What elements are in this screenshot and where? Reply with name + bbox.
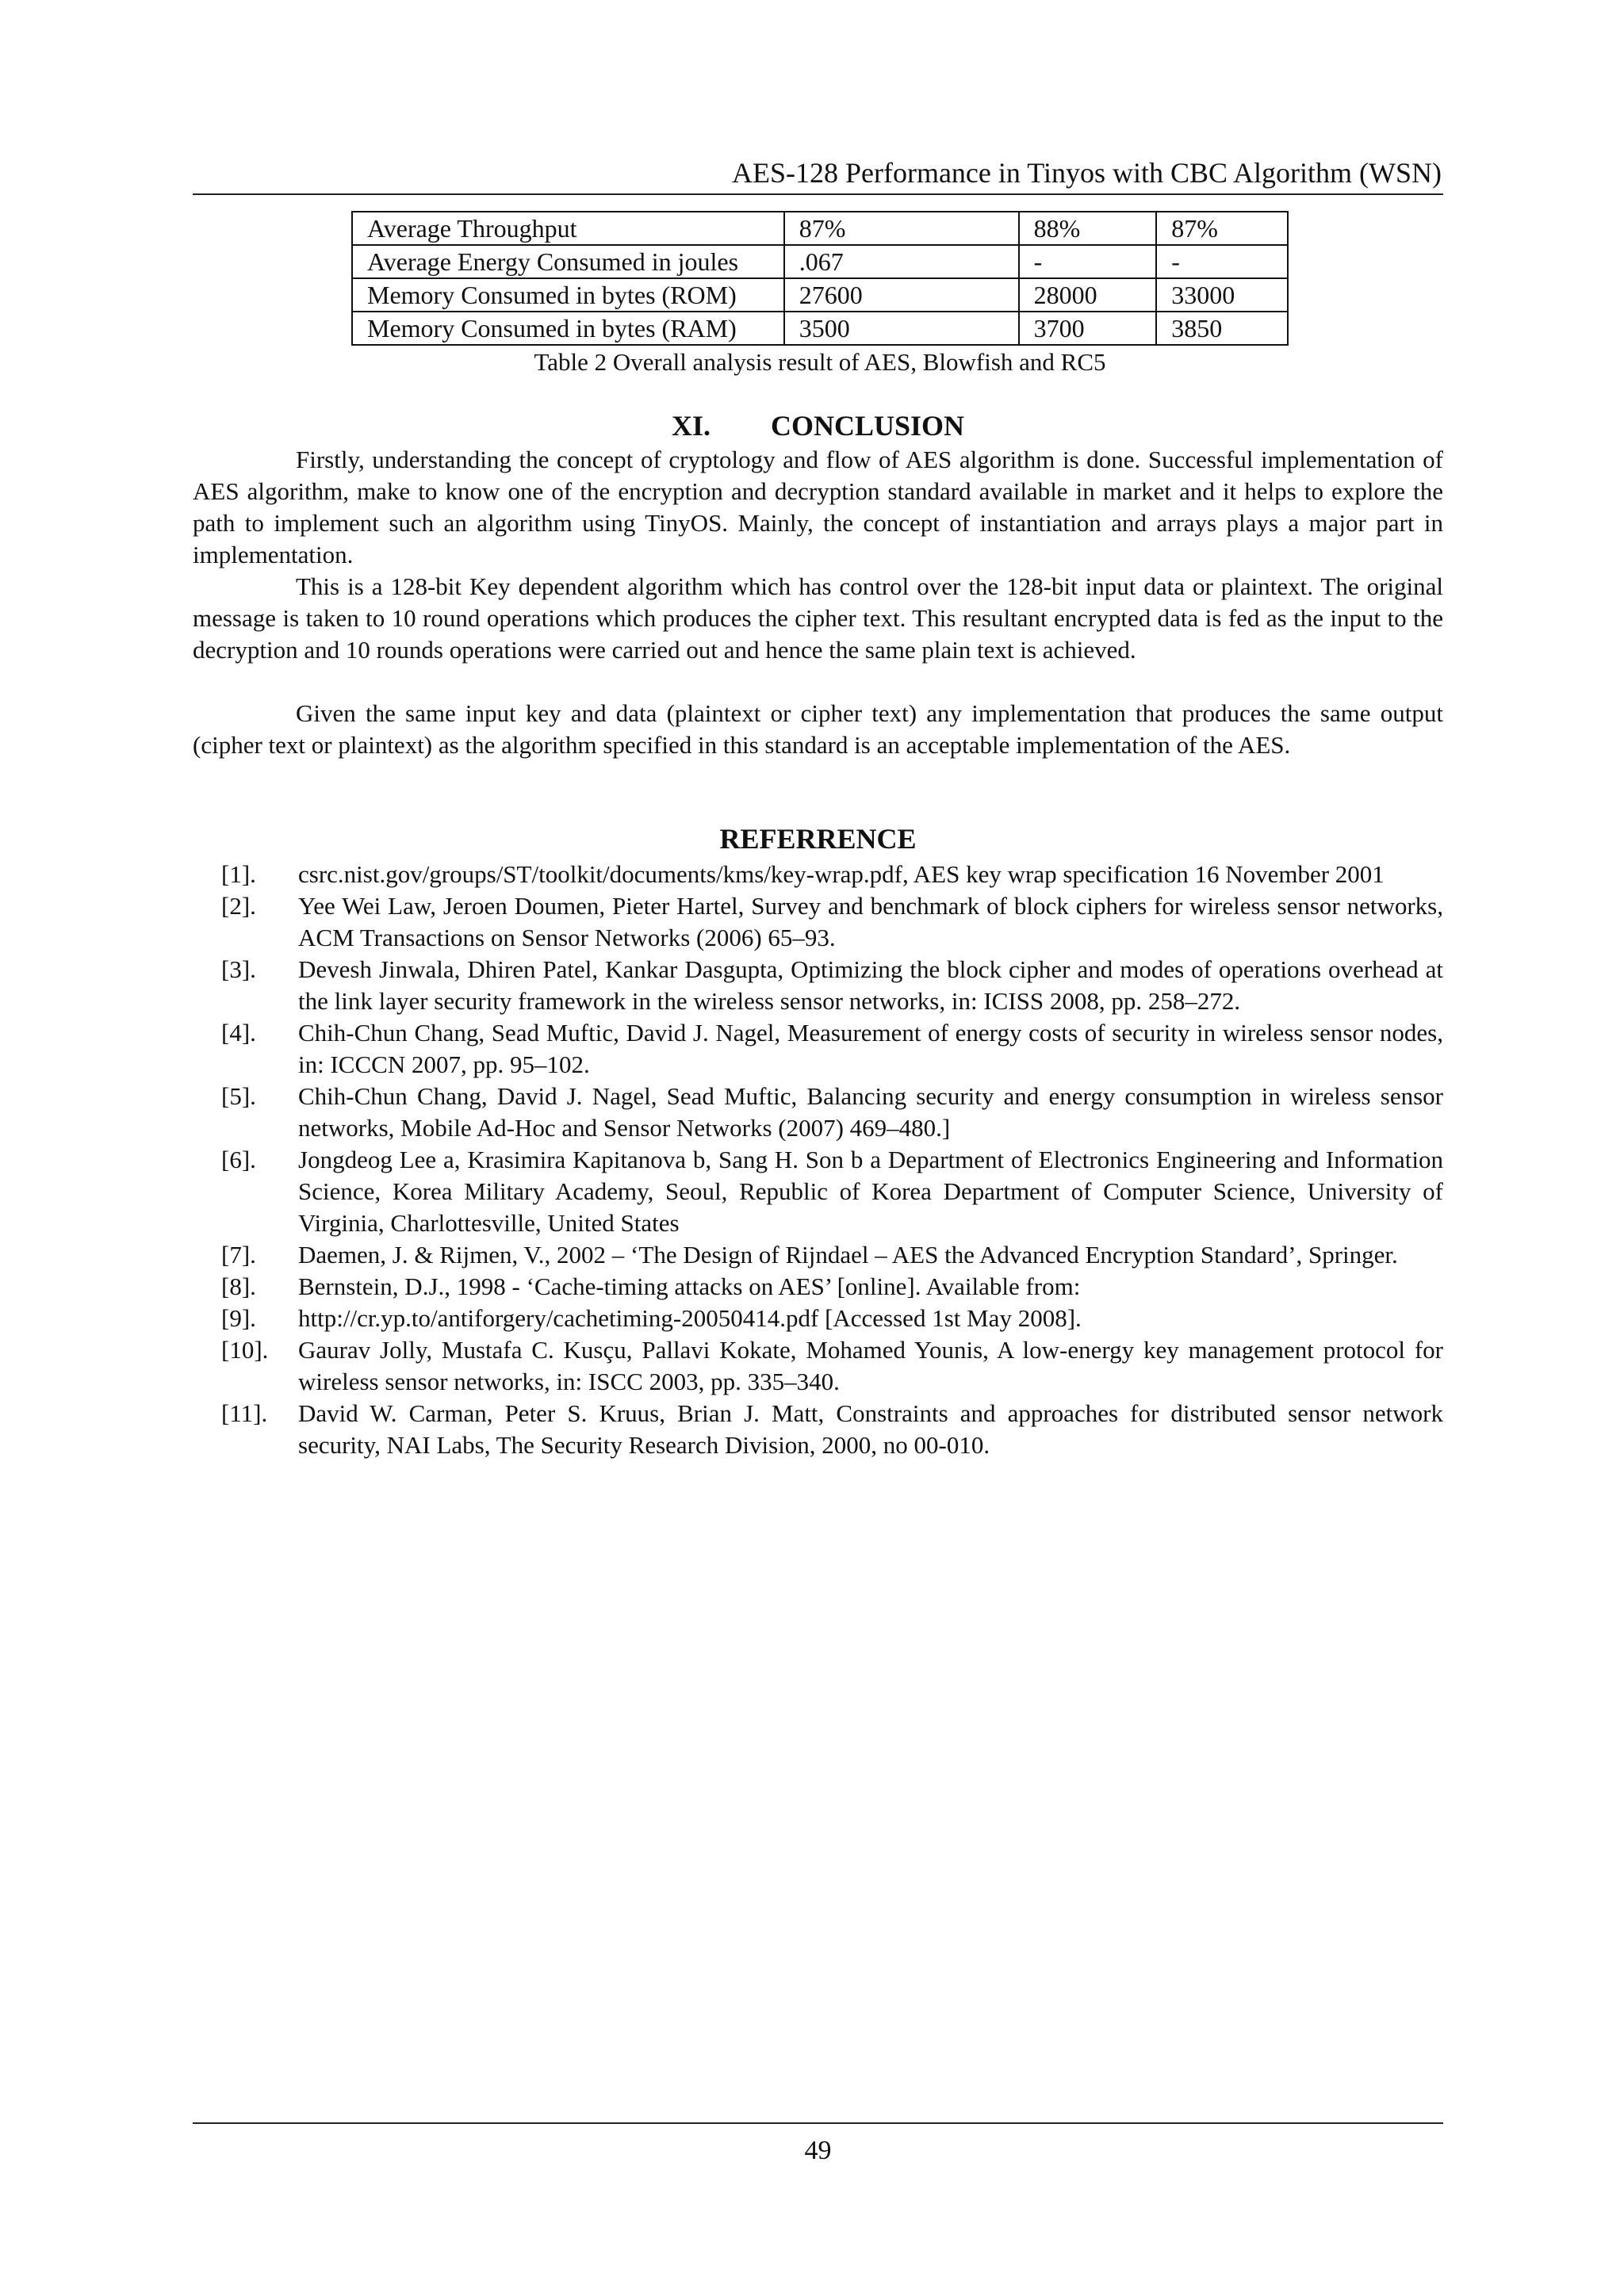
running-header: AES-128 Performance in Tinyos with CBC Algorithm (WSN) bbox=[731, 157, 1442, 189]
table-cell: Memory Consumed in bytes (ROM) bbox=[352, 278, 784, 312]
conclusion-paragraph: Given the same input key and data (plaintext or cipher text) any implementation that produces the same output (cipher text or plaintext) as the algorithm specified in this standard is an acceptable implementation of the AES. bbox=[193, 699, 1443, 759]
conclusion-paragraph: Firstly, understanding the concept of cryptology and flow of AES algorithm is done. Successful implementation of AES algorithm, make to know one of the encryption and decryption standard available in market and it helps to explore the path to implement such an algorithm using TinyOS. Mainly, the concept of instantiation and arrays plays a major part in implementation. bbox=[193, 446, 1443, 568]
table-cell: Average Throughput bbox=[352, 212, 784, 245]
table-cell: 27600 bbox=[784, 278, 1019, 312]
conclusion-paragraph: This is a 128-bit Key dependent algorithm which has control over the 128-bit input data or plaintext. The original message is taken to 10 round operations which produces the cipher text. This resultant encrypted data is fed as the input to the decryption and 10 rounds operations were carried out and hence the same plain text is achieved. bbox=[193, 572, 1443, 664]
table-row bbox=[352, 212, 1288, 245]
results-table-container bbox=[351, 211, 1289, 346]
table-cell: 88% bbox=[1019, 212, 1157, 245]
header-rule bbox=[193, 193, 1443, 195]
reference-text: Devesh Jinwala, Dhiren Patel, Kankar Dasgupta, Optimizing the block cipher and modes of operations overhead at the link layer security framework in the wireless sensor networks, in: ICISS 2008, pp. 258–272. bbox=[298, 955, 1443, 1015]
reference-item bbox=[193, 1398, 1443, 1461]
reference-list bbox=[193, 859, 1443, 1461]
section-title: CONCLUSION bbox=[770, 410, 965, 442]
table-cell: Memory Consumed in bytes (RAM) bbox=[352, 312, 784, 345]
table-cell: 87% bbox=[1156, 212, 1288, 245]
reference-number: [2]. bbox=[221, 892, 256, 920]
reference-number: [8]. bbox=[221, 1272, 256, 1300]
reference-number: [9]. bbox=[221, 1304, 256, 1332]
conclusion-heading bbox=[193, 406, 1443, 446]
footer-rule bbox=[193, 2122, 1443, 2124]
reference-text: Chih-Chun Chang, David J. Nagel, Sead Muftic, Balancing security and energy consumption in wireless sensor networks, Mobile Ad-Hoc and Sensor Networks (2007) 469–480.] bbox=[298, 1082, 1443, 1142]
reference-number: [5]. bbox=[221, 1082, 256, 1110]
reference-item bbox=[193, 1303, 1443, 1334]
reference-item bbox=[193, 1081, 1443, 1144]
reference-item bbox=[193, 1144, 1443, 1239]
reference-text: Chih-Chun Chang, Sead Muftic, David J. Nagel, Measurement of energy costs of security in wireless sensor nodes, in: ICCCN 2007, pp. 95–102. bbox=[298, 1019, 1443, 1078]
section-number: XI. bbox=[671, 410, 710, 442]
table-caption: Table 2 Overall analysis result of AES, Blowfish and RC5 bbox=[534, 348, 1106, 376]
reference-text: David W. Carman, Peter S. Kruus, Brian J. Matt, Constraints and approaches for distributed sensor network security, NAI Labs, The Security Research Division, 2000, no 00-010. bbox=[298, 1399, 1443, 1459]
table-cell: 3500 bbox=[784, 312, 1019, 345]
table-cell: 3850 bbox=[1156, 312, 1288, 345]
reference-number: [7]. bbox=[221, 1241, 256, 1269]
reference-text: Bernstein, D.J., 1998 - ‘Cache-timing attacks on AES’ [online]. Available from: bbox=[298, 1272, 1081, 1300]
page-number: 49 bbox=[804, 2136, 832, 2165]
reference-item bbox=[193, 1334, 1443, 1398]
reference-text: Yee Wei Law, Jeroen Doumen, Pieter Hartel, Survey and benchmark of block ciphers for wireless sensor networks, ACM Transactions on Sensor Networks (2006) 65–93. bbox=[298, 892, 1443, 951]
reference-item bbox=[193, 954, 1443, 1017]
reference-text: http://cr.yp.to/antiforgery/cachetiming-20050414.pdf [Accessed 1st May 2008]. bbox=[298, 1304, 1082, 1332]
reference-text: Jongdeog Lee a, Krasimira Kapitanova b, Sang H. Son b a Department of Electronics Engineering and Information Science, Korea Military Academy, Seoul, Republic of Korea Department of Computer Science, University of Virginia, Charlottesville, United States bbox=[298, 1146, 1443, 1237]
reference-number: [4]. bbox=[221, 1019, 256, 1047]
reference-number: [1]. bbox=[221, 860, 256, 888]
table-row bbox=[352, 312, 1288, 345]
reference-text: Daemen, J. & Rijmen, V., 2002 – ‘The Design of Rijndael – AES the Advanced Encryption Standard’, Springer. bbox=[298, 1241, 1398, 1269]
reference-text: csrc.nist.gov/groups/ST/toolkit/documents/kms/key-wrap.pdf, AES key wrap specification 16 November 2001 bbox=[298, 860, 1385, 888]
table-cell: 28000 bbox=[1019, 278, 1157, 312]
reference-item bbox=[193, 1271, 1443, 1303]
table-row bbox=[352, 278, 1288, 312]
table-cell: - bbox=[1156, 245, 1288, 278]
reference-number: [3]. bbox=[221, 955, 256, 983]
reference-item bbox=[193, 890, 1443, 954]
reference-number: [10]. bbox=[221, 1336, 269, 1364]
reference-item bbox=[193, 1239, 1443, 1271]
reference-item bbox=[193, 1017, 1443, 1081]
table-cell: 87% bbox=[784, 212, 1019, 245]
references-heading: REFERRENCE bbox=[719, 823, 917, 855]
reference-text: Gaurav Jolly, Mustafa C. Kusçu, Pallavi Kokate, Mohamed Younis, A low-energy key management protocol for wireless sensor networks, in: ISCC 2003, pp. 335–340. bbox=[298, 1336, 1443, 1395]
table-row bbox=[352, 245, 1288, 278]
table-cell: .067 bbox=[784, 245, 1019, 278]
table-cell: - bbox=[1019, 245, 1157, 278]
table-cell: 3700 bbox=[1019, 312, 1157, 345]
reference-item bbox=[193, 859, 1443, 890]
reference-number: [6]. bbox=[221, 1146, 256, 1173]
table-cell: 33000 bbox=[1156, 278, 1288, 312]
reference-number: [11]. bbox=[221, 1399, 268, 1427]
results-table bbox=[351, 211, 1289, 346]
table-cell: Average Energy Consumed in joules bbox=[352, 245, 784, 278]
